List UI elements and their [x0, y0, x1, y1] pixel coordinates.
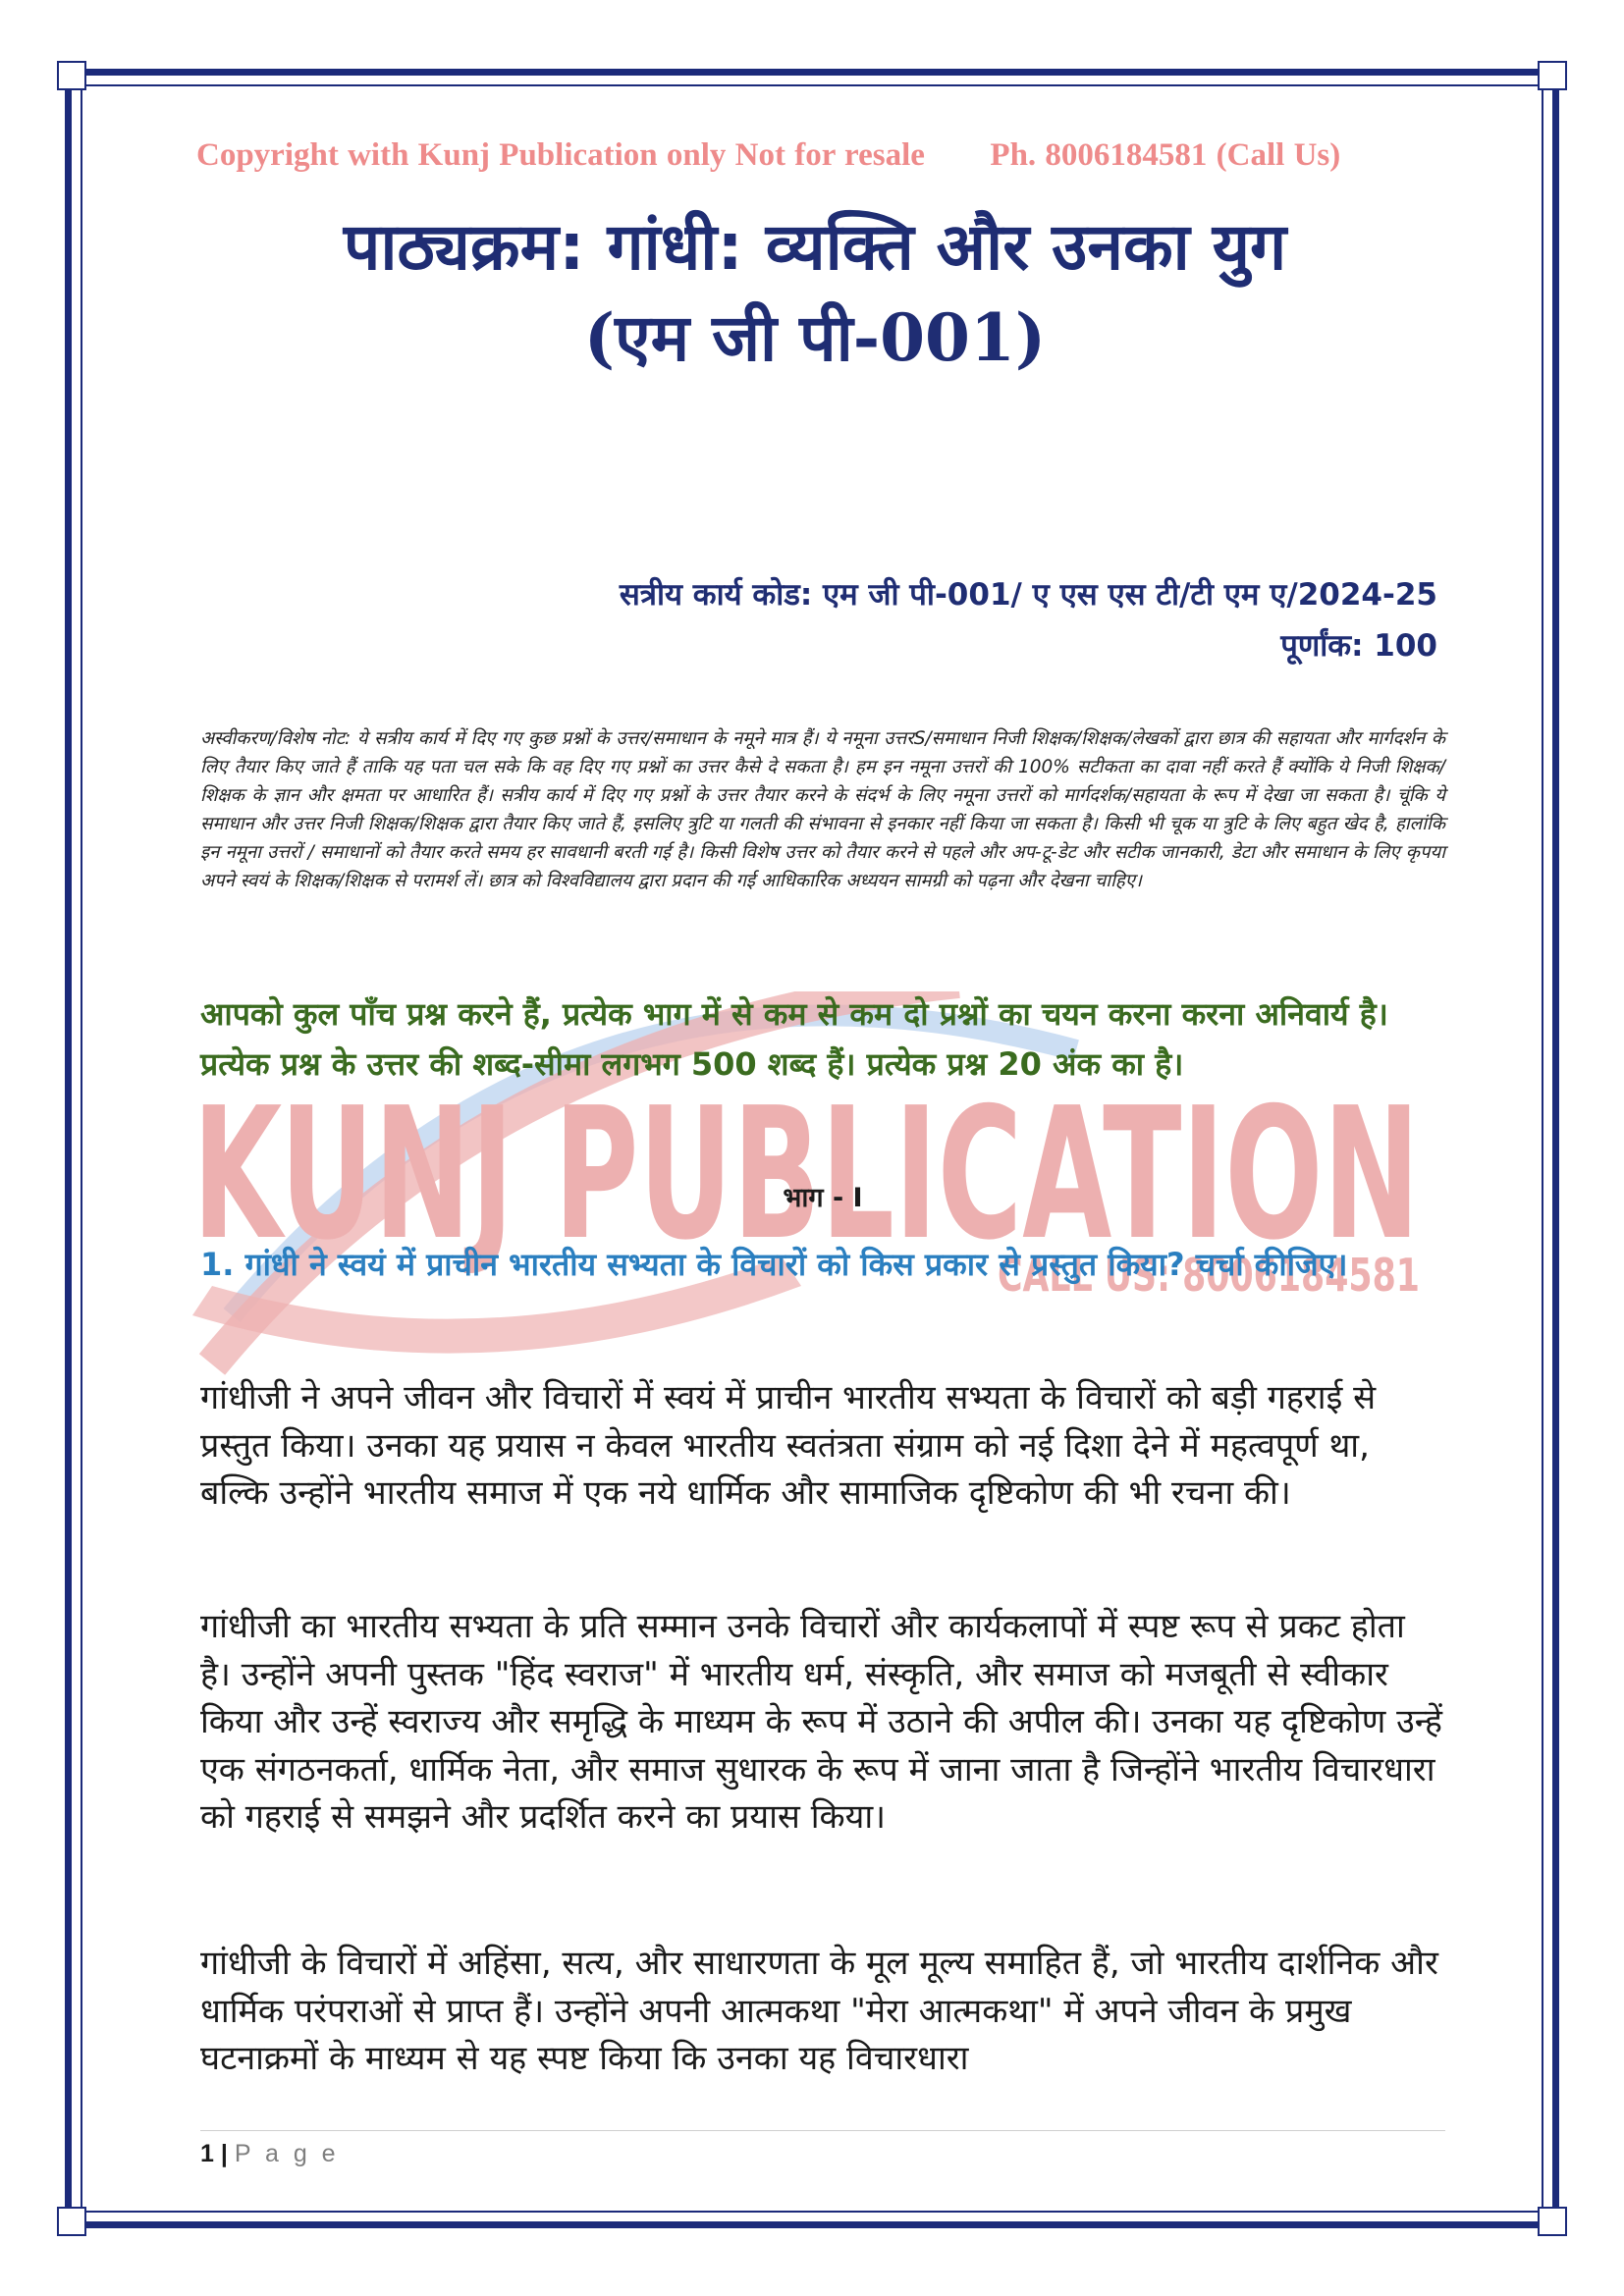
section-heading: भाग - I — [783, 1183, 863, 1213]
corner-ornament-top-left — [57, 61, 86, 90]
watermark-phone-text: CALL US: 8006184581 — [998, 1249, 1420, 1302]
watermark-brand-text: KUNJ PUBLICATION — [192, 1068, 1420, 1280]
page-border-inner — [81, 84, 1543, 2213]
course-title-line1: पाठ्यक्रम: गांधी: व्यक्ति और उनका युग — [343, 209, 1287, 285]
corner-ornament-top-right — [1538, 61, 1567, 90]
disclaimer-note: अस्वीकरण/विशेष नोट: ये सत्रीय कार्य में दिए गए कुछ प्रश्नों के उत्तर/समाधान के नमूने मात्र हैं। ये नमूना उत्तरS/समाधान निजी शिक्षक/शिक्षक/लेखकों द्वारा छात्र की सहायता और मार्गदर्शन के लिए तैयार किए जाते हैं ताकि यह पता चल सके कि वह दिए गए प्रश्नों का उत्तर कैसे दे सकता है। हम इन नमूना उत्तरों की 100% सटीकता का दावा नहीं करते हैं क्योंकि ये निजी शिक्षक/शिक्षक के ज्ञान और क्षमता पर आधारित हैं। सत्रीय कार्य में दिए गए प्रश्नों के उत्तर तैयार करने के संदर्भ के लिए नमूना उत्तरों को मार्गदर्शक/सहायता के रूप में देखा जा सकता है। चूंकि ये समाधान और उत्तर निजी शिक्षक/शिक्षक द्वारा तैयार किए जाते हैं, इसलिए त्रुटि या गलती की संभावना से इनकार नहीं किया जा सकता है। किसी भी चूक या त्रुटि के लिए बहुत खेद है, हालांकि इन नमूना उत्तरों / समाधानों को तैयार करते समय हर सावधानी बरती गई है। किसी विशेष उत्तर को तैयार करने से पहले और अप-टू-डेट और सटीक जानकारी, डेटा और समाधान के लिए कृपया अपने स्वयं के शिक्षक/शिक्षक से परामर्श लें। छात्र को विश्वविद्यालय द्वारा प्रदान की गई आधिकारिक अध्ययन सामग्री को पढ़ना और देखना चाहिए। — [200, 728, 1445, 891]
exam-instructions: आपको कुल पाँच प्रश्न करने हैं, प्रत्येक भाग में से कम से कम दो प्रश्नों का चयन करना करना अनिवार्य है। प्रत्येक प्रश्न के उत्तर की शब्द-सीमा लगभग 500 शब्द हैं। प्रत्येक प्रश्न 20 अंक का है। — [200, 995, 1388, 1083]
course-title — [196, 202, 1434, 383]
assignment-info — [620, 569, 1437, 671]
assignment-code: सत्रीय कार्य कोड: एम जी पी-001/ ए एस एस टी/टी एम ए/2024-25 — [619, 577, 1437, 613]
question-1: 1. गांधी ने स्वयं में प्राचीन भारतीय सभ्यता के विचारों को किस प्रकार से प्रस्तुत किया? चर्चा कीजिए। — [200, 1246, 1348, 1283]
page-label: P a g e — [234, 2140, 340, 2167]
answer-paragraph-2: गांधीजी का भारतीय सभ्यता के प्रति सम्मान उनके विचारों और कार्यकलापों में स्पष्ट रूप से प्रकट होता है। उन्होंने अपनी पुस्तक "हिंद स्वराज" में भारतीय धर्म, संस्कृति, और समाज को मजबूती से स्वीकार किया और उन्हें स्वराज्य और समृद्धि के माध्यम के रूप में उठाने की अपील की। उनका यह दृष्टिकोण उन्हें एक संगठनकर्ता, धार्मिक नेता, और समाज सुधारक के रूप में जाना जाता है जिन्होंने भारतीय विचारधारा को गहराई से समझने और प्रदर्शित करने का प्रयास किया। — [200, 1607, 1442, 1837]
total-marks: पूर्णांक: 100 — [1280, 628, 1437, 664]
corner-ornament-bottom-left — [57, 2207, 86, 2236]
page-number: 1 — [200, 2140, 214, 2167]
answer-paragraph-3: गांधीजी के विचारों में अहिंसा, सत्य, और साधारणता के मूल मूल्य समाहित हैं, जो भारतीय दार्शनिक और धार्मिक परंपराओं से प्राप्त हैं। उन्होंने अपनी आत्मकथा "मेरा आत्मकथा" में अपने जीवन के प्रमुख घटनाक्रमों के माध्यम से यह स्पष्ट किया कि उनका यह विचारधारा — [200, 1944, 1438, 2078]
copyright-text: Copyright with Kunj Publication only Not for resale — [196, 137, 925, 173]
copyright-header — [196, 137, 1434, 174]
corner-ornament-bottom-right — [1538, 2207, 1567, 2236]
footer-divider — [200, 2130, 1445, 2131]
answer-paragraph-1: गांधीजी ने अपने जीवन और विचारों में स्वयं में प्राचीन भारतीय सभ्यता के विचारों को बड़ी गहराई से प्रस्तुत किया। उनका यह प्रयास न केवल भारतीय स्वतंत्रता संग्राम को नई दिशा देने में महत्वपूर्ण था, बल्कि उन्होंने भारतीय समाज में एक नये धार्मिक और सामाजिक दृष्टिकोण की भी रचना की। — [200, 1378, 1377, 1513]
course-code: (एम जी पी-001) — [583, 299, 1047, 376]
page-footer: 1 | P a g e — [200, 2140, 340, 2167]
copyright-phone: Ph. 8006184581 (Call Us) — [990, 137, 1341, 173]
